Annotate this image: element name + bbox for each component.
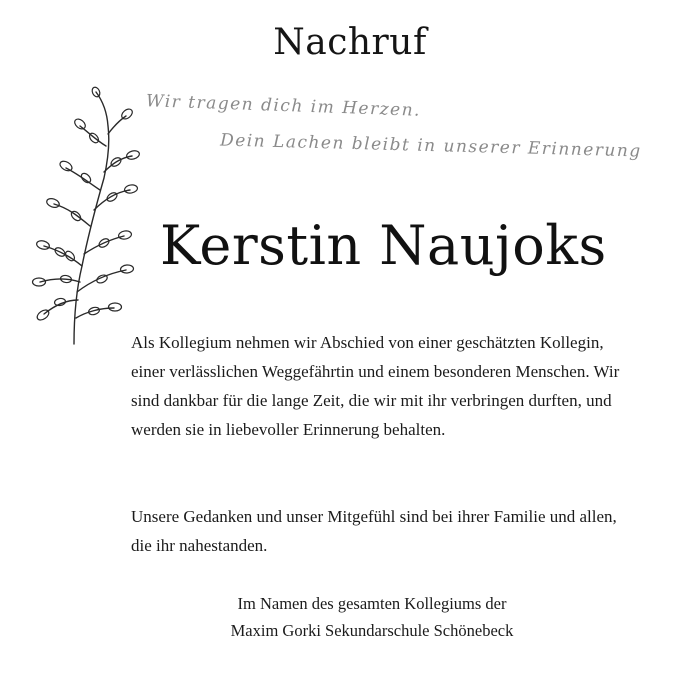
script-line-1: Wir tragen dich im Herzen.: [145, 91, 422, 121]
deceased-name: Kerstin Naujoks: [160, 214, 607, 277]
botanical-branch-icon: [30, 86, 145, 348]
signature-line-1: Im Namen des gesamten Kollegiums der: [237, 594, 507, 613]
script-line-2: Dein Lachen bleibt in unserer Erinnerung: [219, 130, 642, 162]
signature-block: [0, 590, 700, 644]
signature-line-2: Maxim Gorki Sekundarschule Schönebeck: [230, 621, 514, 640]
page-title: Nachruf: [273, 22, 427, 63]
paragraph-2: Unsere Gedanken und unser Mitgefühl sind bei ihrer Familie und allen, die ihr nahestanden.: [131, 507, 617, 555]
paragraph-1: Als Kollegium nehmen wir Abschied von einer geschätzten Kollegin, einer verlässlichen Weggefährtin und einem besonderen Menschen. Wir sind dankbar für die lange Zeit, die wir mit ihr verbringen durften, und werden sie in liebevoller Erinnerung behalten.: [131, 333, 620, 439]
